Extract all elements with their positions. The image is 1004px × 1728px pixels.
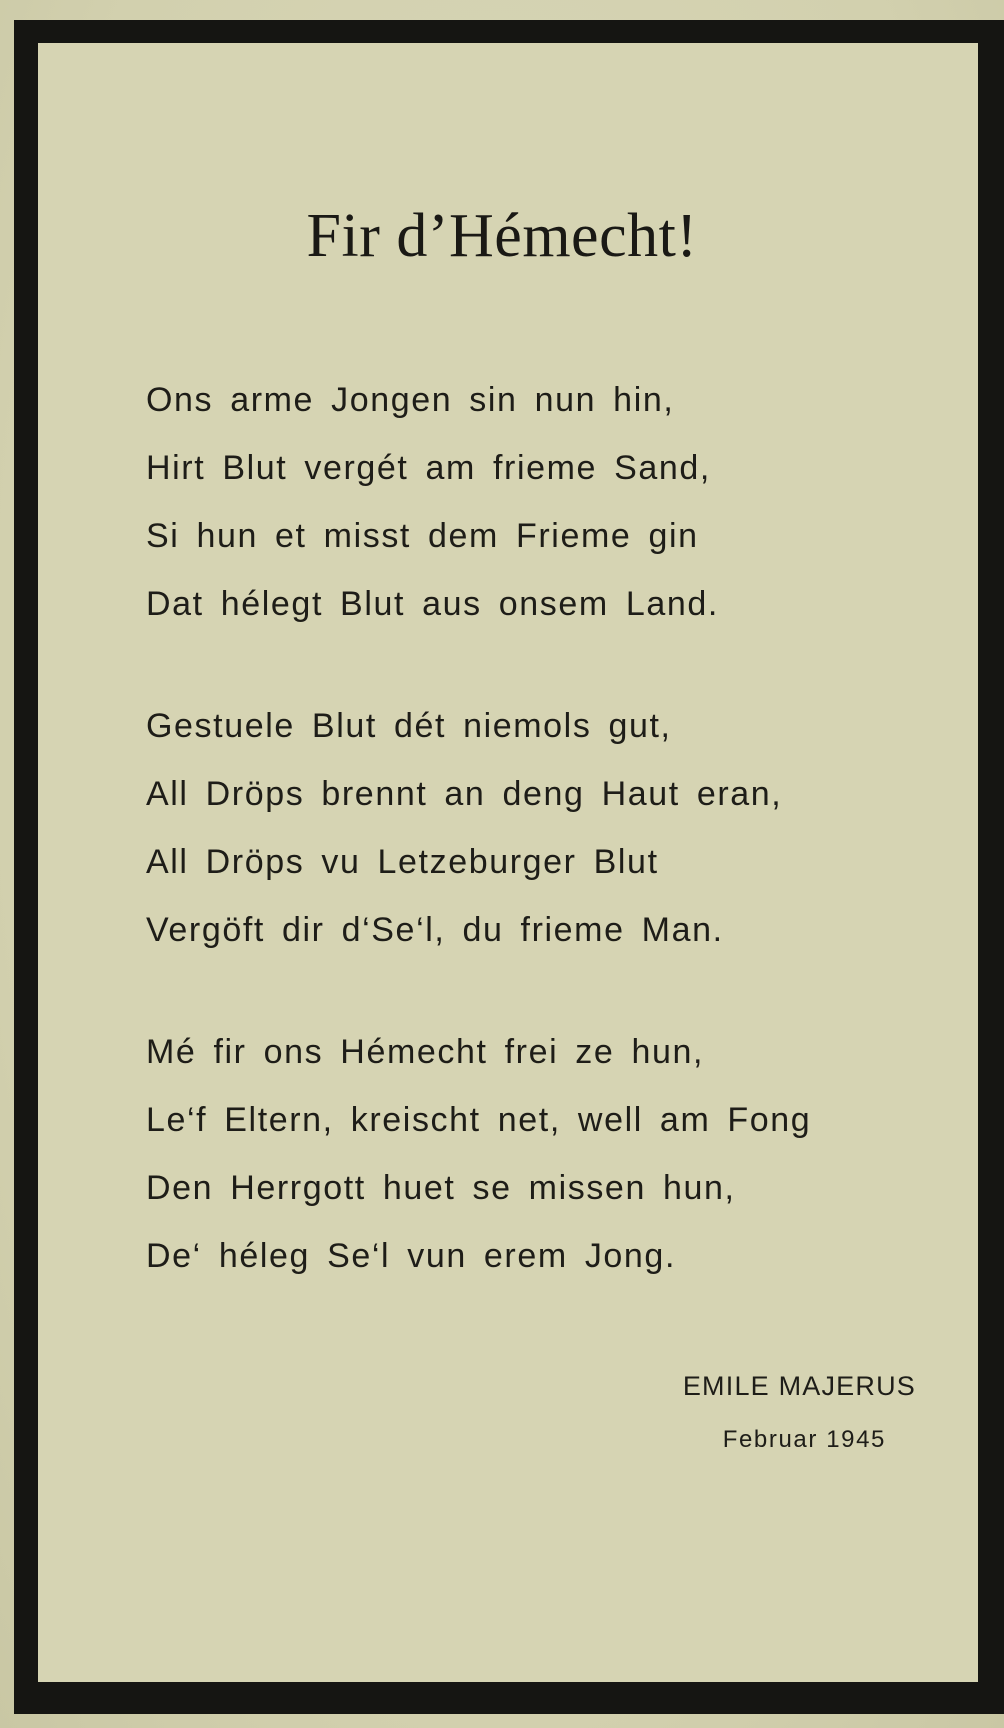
poem-line: Mé fir ons Hémecht frei ze hun,	[146, 1033, 705, 1071]
poem-line: Hirt Blut vergét am frieme Sand,	[146, 449, 711, 487]
poem-line: Le‘f Eltern, kreischt net, well am Fong	[146, 1101, 812, 1139]
poem-line: All Dröps brennt an deng Haut eran,	[146, 775, 783, 813]
poem-line: Ons arme Jongen sin nun hin,	[146, 381, 675, 419]
mourning-border-bottom	[14, 1682, 1004, 1714]
poem-line: De‘ héleg Se‘l vun erem Jong.	[146, 1237, 676, 1275]
author-signature: EMILE MAJERUS	[682, 1371, 916, 1401]
poem-line: Gestuele Blut dét niemols gut,	[146, 707, 672, 745]
stanza-2	[146, 692, 926, 964]
poem-line: Si hun et misst dem Frieme gin	[146, 517, 699, 555]
stanza-3	[146, 1018, 926, 1290]
poem-line: Den Herrgott huet se missen hun,	[146, 1169, 736, 1207]
poem-line: Vergöft dir d‘Se‘l, du frieme Man.	[146, 911, 724, 949]
poem-line: All Dröps vu Letzeburger Blut	[146, 843, 659, 881]
poem-line: Dat hélegt Blut aus onsem Land.	[146, 585, 719, 623]
poem-title: Fir d’Hémecht!	[306, 202, 698, 270]
mourning-border-top	[14, 20, 1004, 43]
poem-date: Februar 1945	[722, 1426, 886, 1453]
poem-body	[146, 366, 926, 1344]
stanza-1	[146, 366, 926, 638]
